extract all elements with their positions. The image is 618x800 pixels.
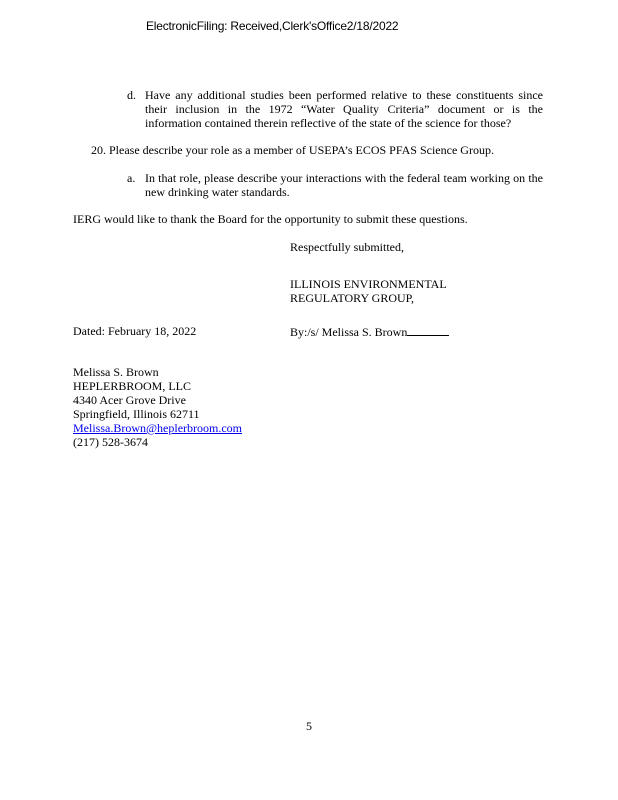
item-a-line-2: new drinking water standards. [145,185,290,199]
item-a-line-1: In that role, please describe your interactions with the federal team working on the [145,171,543,185]
contact-email-link[interactable]: Melissa.Brown@heplerbroom.com [73,421,243,435]
contact-block [73,365,242,449]
signature-text: By:/s/ Melissa S. Brown [290,325,408,339]
item-a-question [145,171,543,199]
page-number: 5 [306,719,312,733]
contact-city: Springfield, Illinois 62711 [73,407,200,421]
item-d-line-2: their inclusion in the 1972 “Water Quality Criteria” document or is the [145,102,543,116]
dated-line: Dated: February 18, 2022 [73,324,197,338]
respectfully-submitted: Respectfully submitted, [290,240,404,254]
signature-underline [407,324,449,336]
question-20: 20. Please describe your role as a member of USEPA’s ECOS PFAS Science Group. [91,143,494,157]
item-d-line-3: information contained therein reflective of the state of the science for those? [145,116,512,130]
contact-firm: HEPLERBROOM, LLC [73,379,192,393]
contact-street: 4340 Acer Grove Drive [73,393,186,407]
item-d-marker: d. [127,88,136,102]
item-d-line-1: Have any additional studies been performed relative to these constituents since [145,88,543,102]
signature-line [290,324,449,339]
org-name-line-2: REGULATORY GROUP, [290,291,415,305]
electronic-filing-stamp: ElectronicFiling: Received,Clerk'sOffice2/18/2022 [146,19,399,33]
org-name-line-1: ILLINOIS ENVIRONMENTAL [290,277,447,291]
item-a-marker: a. [127,171,136,185]
item-d-question [145,88,543,130]
contact-name: Melissa S. Brown [73,365,159,379]
contact-phone: (217) 528-3674 [73,435,148,449]
thanks-paragraph: IERG would like to thank the Board for the opportunity to submit these questions. [73,212,468,226]
